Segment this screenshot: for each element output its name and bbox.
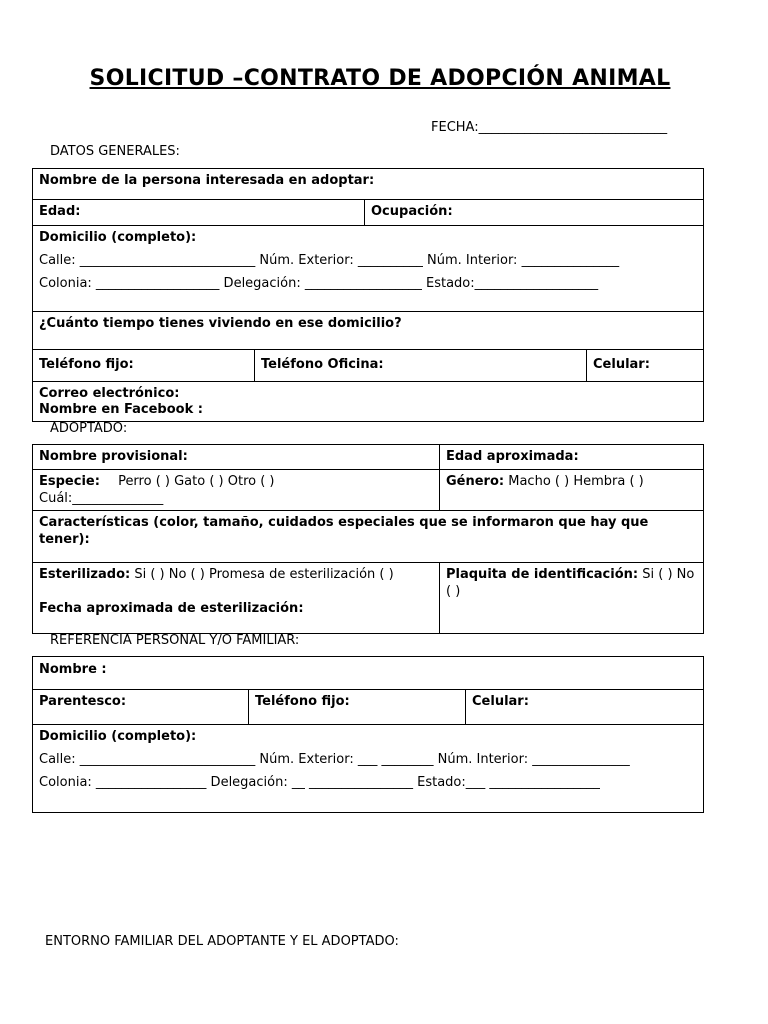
esterilizado-cell [33, 563, 440, 634]
genero-cell [440, 470, 704, 511]
edad-field[interactable]: Edad: [33, 200, 365, 226]
referencia-celular-field[interactable]: Celular: [466, 690, 704, 725]
referencia-calle-line[interactable]: Calle: ___________________________ Núm. Exterior: ___ ________ Núm. Interior: _______________ [39, 752, 630, 767]
page-title: SOLICITUD –CONTRATO DE ADOPCIÓN ANIMAL [89, 66, 671, 91]
edad-aproximada-field[interactable]: Edad aproximada: [440, 445, 704, 470]
parentesco-field[interactable]: Parentesco: [33, 690, 249, 725]
esterilizado-options[interactable]: Si ( ) No ( ) Promesa de esterilización ( ) [134, 567, 394, 582]
especie-options[interactable]: Perro ( ) Gato ( ) Otro ( ) [118, 474, 275, 489]
fecha-esterilizacion-field[interactable]: Fecha aproximada de esterilización: [39, 601, 304, 616]
telefono-oficina-field[interactable]: Teléfono Oficina: [255, 350, 587, 382]
calle-line[interactable]: Calle: ___________________________ Núm. Exterior: __________ Núm. Interior: _______________ [39, 253, 620, 268]
referencia-nombre-field[interactable]: Nombre : [33, 657, 704, 690]
domicilio-label: Domicilio (completo): [39, 230, 197, 245]
domicilio-cell [33, 226, 704, 312]
contacto-cell [33, 382, 704, 422]
especie-cell [33, 470, 440, 511]
referencia-domicilio-cell [33, 725, 704, 813]
nombre-provisional-field[interactable]: Nombre provisional: [33, 445, 440, 470]
fecha-field[interactable]: FECHA:_____________________________ [431, 120, 668, 135]
ocupacion-field[interactable]: Ocupación: [365, 200, 704, 226]
section-adoptado: ADOPTADO: [50, 421, 128, 436]
referencia-colonia-line[interactable]: Colonia: _________________ Delegación: __ ________________ Estado:___ _________________ [39, 775, 600, 790]
nombre-adoptante-field[interactable]: Nombre de la persona interesada en adoptar: [33, 169, 704, 200]
caracteristicas-field[interactable]: Características (color, tamaño, cuidados especiales que se informaron que hay que tener): [33, 511, 704, 563]
genero-label: Género: [446, 474, 505, 489]
colonia-line[interactable]: Colonia: ___________________ Delegación: __________________ Estado:___________________ [39, 276, 599, 291]
adoptado-table [32, 444, 704, 634]
referencia-telefono-fijo-field[interactable]: Teléfono fijo: [249, 690, 466, 725]
correo-field[interactable]: Correo electrónico: [39, 386, 180, 401]
genero-options[interactable]: Macho ( ) Hembra ( ) [508, 474, 644, 489]
plaquita-cell [440, 563, 704, 634]
esterilizado-label: Esterilizado: [39, 567, 131, 582]
datos-generales-table [32, 168, 704, 422]
plaquita-options[interactable]: Si ( ) No ( ) [446, 567, 695, 599]
tiempo-domicilio-field[interactable]: ¿Cuánto tiempo tienes viviendo en ese domicilio? [33, 312, 704, 350]
section-entorno: ENTORNO FAMILIAR DEL ADOPTANTE Y EL ADOPTADO: [45, 934, 399, 949]
celular-field[interactable]: Celular: [587, 350, 704, 382]
facebook-field[interactable]: Nombre en Facebook : [39, 402, 203, 417]
referencia-domicilio-label: Domicilio (completo): [39, 729, 197, 744]
section-datos-generales: DATOS GENERALES: [50, 144, 180, 159]
section-referencia: REFERENCIA PERSONAL Y/O FAMILIAR: [50, 633, 300, 648]
especie-label: Especie: [39, 474, 100, 489]
cual-field[interactable]: Cuál:______________ [39, 491, 164, 506]
plaquita-label: Plaquita de identificación: [446, 567, 639, 582]
referencia-table [32, 656, 704, 813]
telefono-fijo-field[interactable]: Teléfono fijo: [33, 350, 255, 382]
